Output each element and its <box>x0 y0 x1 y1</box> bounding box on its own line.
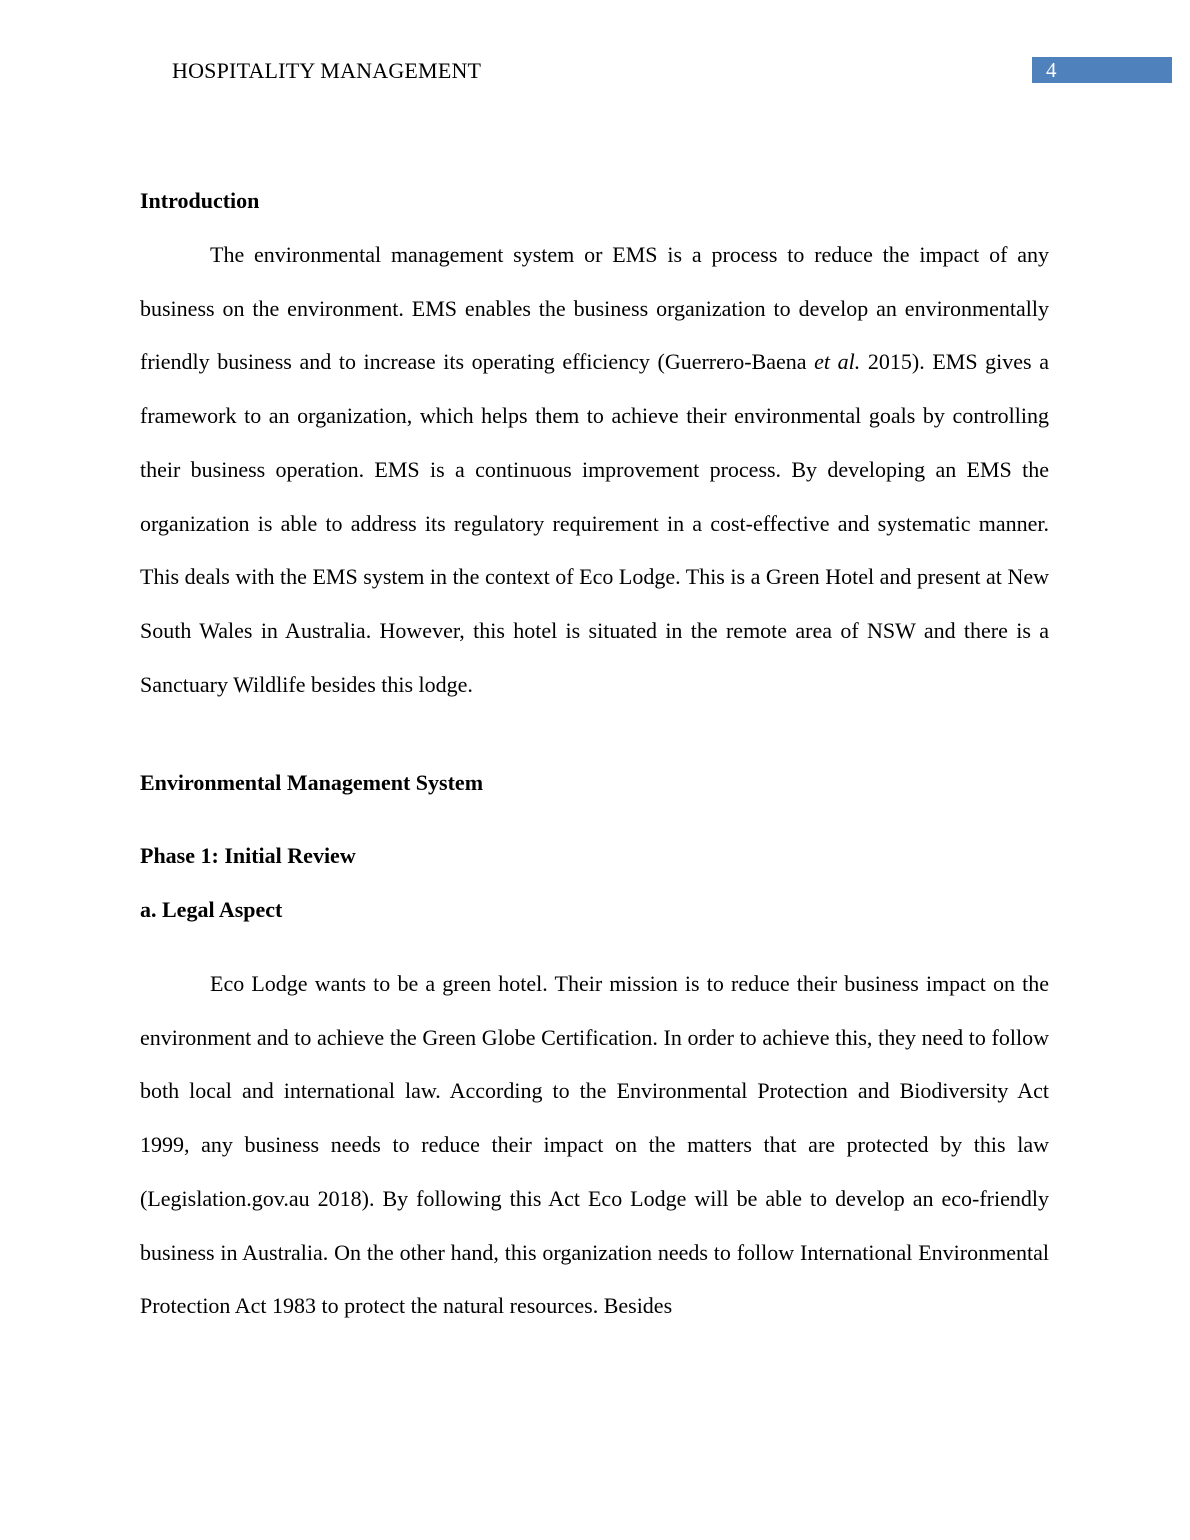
introduction-text-part-1: The environmental management system or EMS is a process to reduce the impact of any business on the environment. EMS enables the business organization to develop an environmentally friendly business and to increase its operating efficiency (Guerrero-Baena <box>140 242 1049 375</box>
ems-heading: Environmental Management System <box>140 770 484 795</box>
phase-1-heading: Phase 1: Initial Review <box>140 843 356 868</box>
page-number: 4 <box>1046 58 1057 82</box>
introduction-paragraph <box>140 228 1049 711</box>
running-header-title: HOSPITALITY MANAGEMENT <box>172 58 482 83</box>
introduction-text-part-2: 2015). EMS gives a framework to an organization, which helps them to achieve their environmental goals by controlling their business operation. EMS is a continuous improvement process. By developing an EMS the organization is able to address its regulatory requirement in a cost-effective and systematic manner. This deals with the EMS system in the context of Eco Lodge. This is a Green Hotel and present at New South Wales in Australia. However, this hotel is situated in the remote area of NSW and there is a Sanctuary Wildlife besides this lodge. <box>140 349 1049 697</box>
introduction-heading: Introduction <box>140 188 260 213</box>
page-number-box <box>1032 57 1172 83</box>
legal-aspect-heading: a. Legal Aspect <box>140 897 283 922</box>
introduction-text-italic: et al. <box>814 349 861 375</box>
legal-aspect-paragraph: Eco Lodge wants to be a green hotel. Their mission is to reduce their business impact on the environment and to achieve the Green Globe Certification. In order to achieve this, they need to follow both local and international law. According to the Environmental Protection and Biodiversity Act 1999, any business needs to reduce their impact on the matters that are protected by this law (Legislation.gov.au 2018). By following this Act Eco Lodge will be able to develop an eco-friendly business in Australia. On the other hand, this organization needs to follow International Environmental Protection Act 1983 to protect the natural resources. Besides <box>140 971 1049 1319</box>
